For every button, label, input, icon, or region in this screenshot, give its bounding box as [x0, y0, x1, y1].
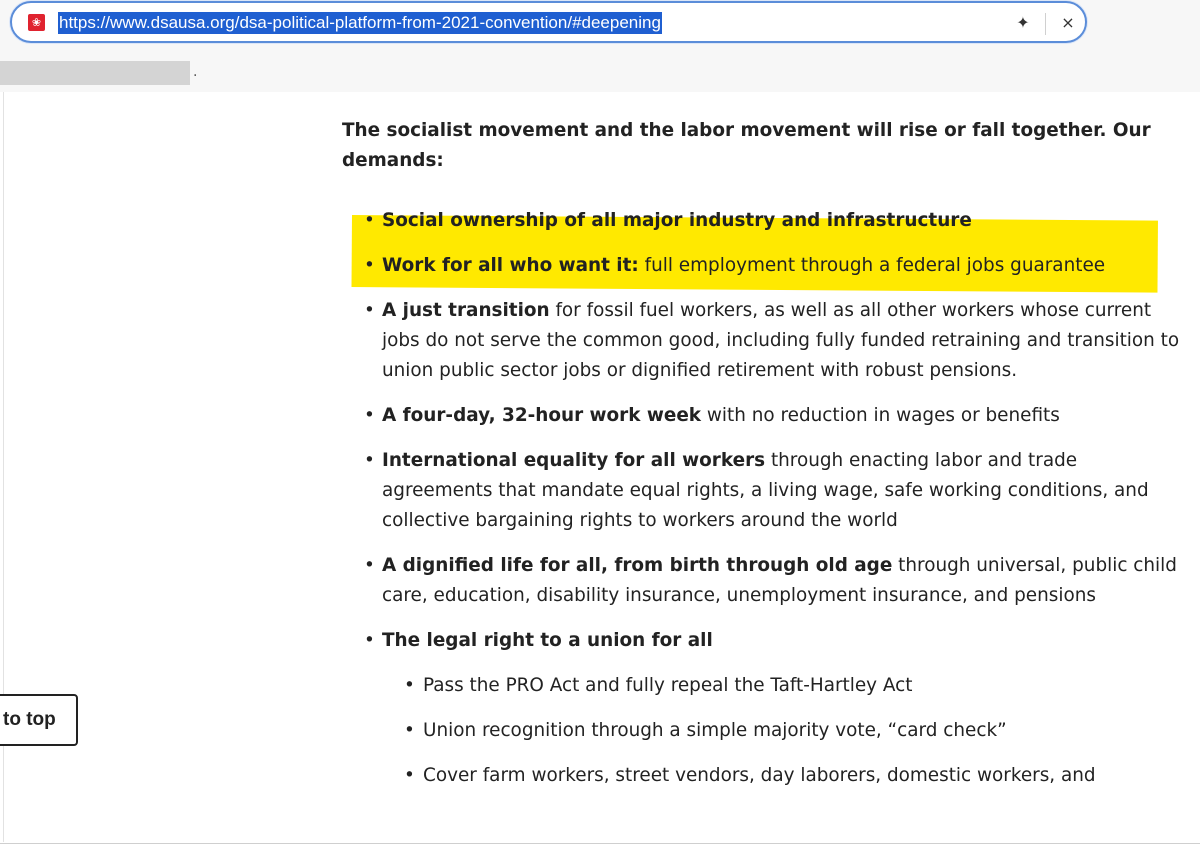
bullet-icon: •	[364, 405, 375, 426]
sub-item-text: Cover farm workers, street vendors, day laborers, domestic workers, and	[423, 765, 1096, 786]
demand-bold: Social ownership of all major industry and infrastructure	[382, 210, 972, 231]
bottom-divider	[0, 843, 1200, 844]
toolbar-divider	[1045, 13, 1046, 35]
bullet-icon: •	[364, 555, 375, 576]
sub-item-text: Union recognition through a simple majority vote, “card check”	[423, 720, 1007, 741]
list-item	[342, 401, 1182, 431]
sub-list-item	[342, 671, 1182, 701]
bullet-icon: •	[404, 720, 415, 741]
bullet-icon: •	[364, 630, 375, 651]
url-text[interactable]: https://www.dsausa.org/dsa-political-platform-from-2021-convention/#deepening	[59, 13, 661, 32]
ai-sparkle-icon[interactable]: ✦	[1016, 13, 1030, 32]
platform-section	[342, 116, 1182, 791]
union-sublist	[342, 671, 1182, 791]
section-intro: The socialist movement and the labor movement will rise or fall together. Our demands:	[342, 120, 1151, 171]
bullet-icon: •	[364, 210, 375, 231]
demand-text: through universal, public child care, education, disability insurance, unemployment insurance, and pensions	[382, 555, 1177, 606]
sub-list-item	[342, 716, 1182, 746]
dsa-rose-icon: ❀	[28, 14, 45, 31]
bullet-icon: •	[364, 300, 375, 321]
demand-bold: Work for all who want it:	[382, 255, 639, 276]
demand-text: for fossil fuel workers, as well as all other workers whose current jobs do not serve the common good, including fully funded retraining and transition to union public sector jobs or dignified retirement with robust pensions.	[382, 300, 1180, 381]
list-item	[342, 251, 1182, 281]
list-item	[342, 446, 1182, 536]
demand-bold: International equality for all workers	[382, 450, 766, 471]
demand-bold: A just transition	[382, 300, 550, 321]
sub-item-text: Pass the PRO Act and fully repeal the Taft-Hartley Act	[423, 675, 913, 696]
bullet-icon: •	[404, 675, 415, 696]
redaction-tail: .	[193, 64, 198, 80]
bullet-icon: •	[404, 765, 415, 786]
demand-bold: A four-day, 32-hour work week	[382, 405, 702, 426]
demand-text: through enacting labor and trade agreements that mandate equal rights, a living wage, safe working conditions, and collective bargaining rights to workers around the world	[382, 450, 1149, 531]
demand-bold: The legal right to a union for all	[382, 630, 713, 651]
bullet-icon: •	[364, 450, 375, 471]
demand-bold: A dignified life for all, from birth through old age	[382, 555, 893, 576]
demand-text: full employment through a federal jobs guarantee	[638, 255, 1106, 276]
browser-chrome	[0, 0, 1200, 92]
address-bar[interactable]	[10, 1, 1087, 43]
list-item	[342, 206, 1182, 236]
redacted-block	[0, 61, 190, 85]
close-icon[interactable]: ×	[1061, 13, 1075, 32]
list-item	[342, 296, 1182, 386]
bullet-icon: •	[364, 255, 375, 276]
list-item	[342, 626, 1182, 791]
list-item	[342, 551, 1182, 611]
sub-list-item	[342, 761, 1182, 791]
demand-text: with no reduction in wages or benefits	[701, 405, 1060, 426]
demands-list	[342, 206, 1182, 791]
back-to-top-button[interactable]: to top	[0, 694, 78, 746]
